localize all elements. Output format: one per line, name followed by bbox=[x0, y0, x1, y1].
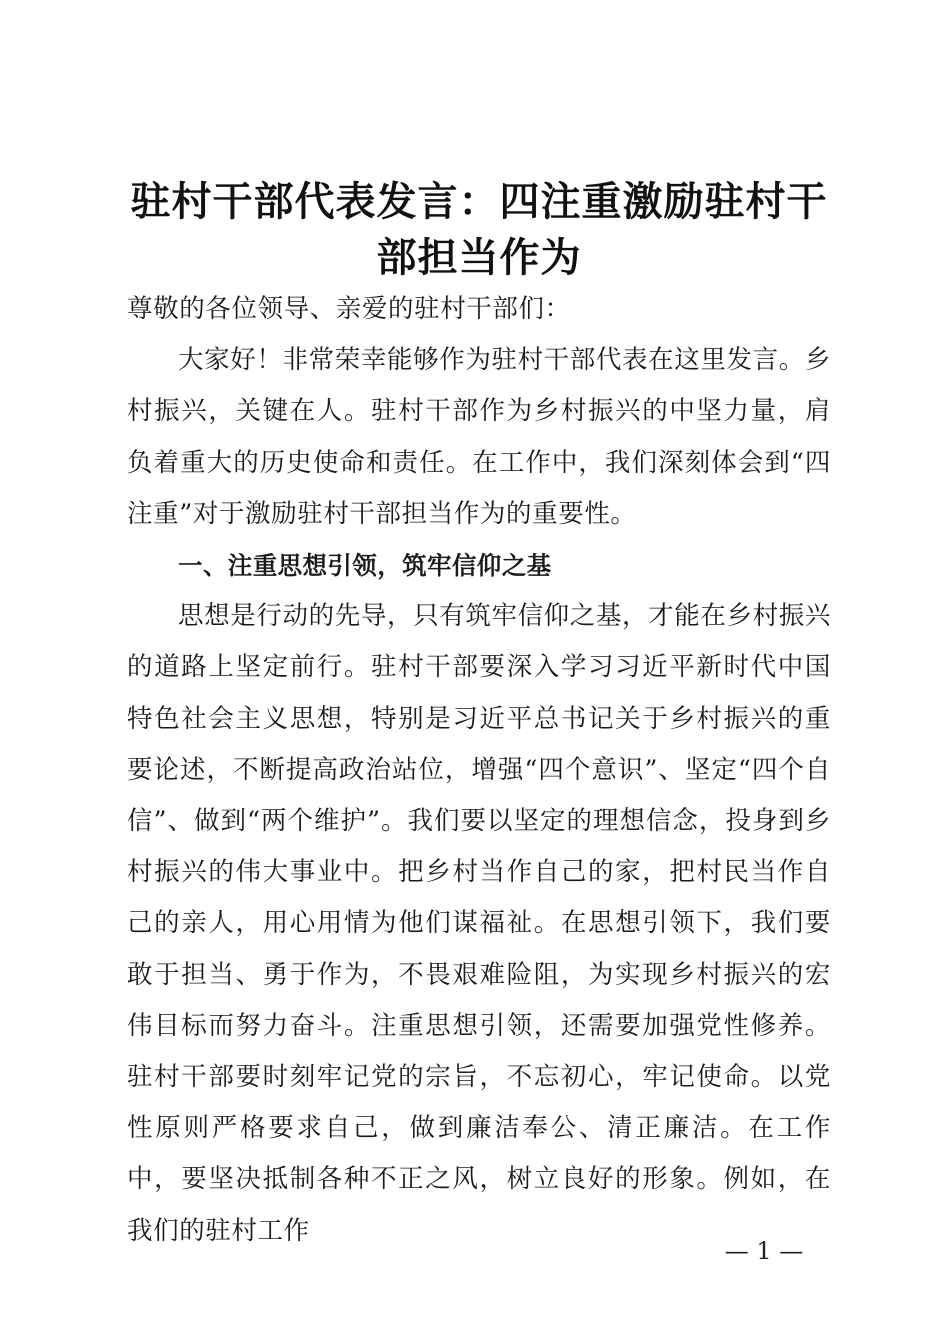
section-paragraph: 思想是行动的先导，只有筑牢信仰之基，才能在乡村振兴的道路上坚定前行。驻村干部要深入学习习近平新时代中国特色社会主义思想，特别是习近平总书记关于乡村振兴的重要论述，不断提高政治站位，增强“四个意识”、坚定“四个自信”、做到“两个维护”。我们要以坚定的理想信念，投身到乡村振兴的伟大事业中。把乡村当作自己的家，把村民当作自己的亲人，用心用情为他们谋福祉。在思想引领下，我们要敢于担当、勇于作为，不畏艰难险阻，为实现乡村振兴的宏伟目标而努力奋斗。注重思想引领，还需要加强党性修养。驻村干部要时刻牢记党的宗旨，不忘初心，牢记使命。以党性原则严格要求自己，做到廉洁奉公、清正廉洁。在工作中，要坚决抵制各种不正之风，树立良好的形象。例如，在我们的驻村工作 bbox=[127, 601, 831, 1246]
document-title: 驻村干部代表发言：四注重激励驻村干部担当作为 bbox=[130, 178, 828, 281]
section-heading: 一、注重思想引领，筑牢信仰之基 bbox=[178, 551, 552, 581]
salutation: 尊敬的各位领导、亲爱的驻村干部们： bbox=[127, 294, 571, 324]
opening-paragraph: 大家好！非常荣幸能够作为驻村干部代表在这里发言。乡村振兴，关键在人。驻村干部作为乡村振兴的中坚力量，肩负着重大的历史使命和责任。在工作中，我们深刻体会到“四注重”对于激励驻村干部担当作为的重要性。 bbox=[127, 345, 831, 529]
page-number: — 1 — bbox=[724, 1237, 804, 1265]
document-body bbox=[127, 284, 831, 1257]
